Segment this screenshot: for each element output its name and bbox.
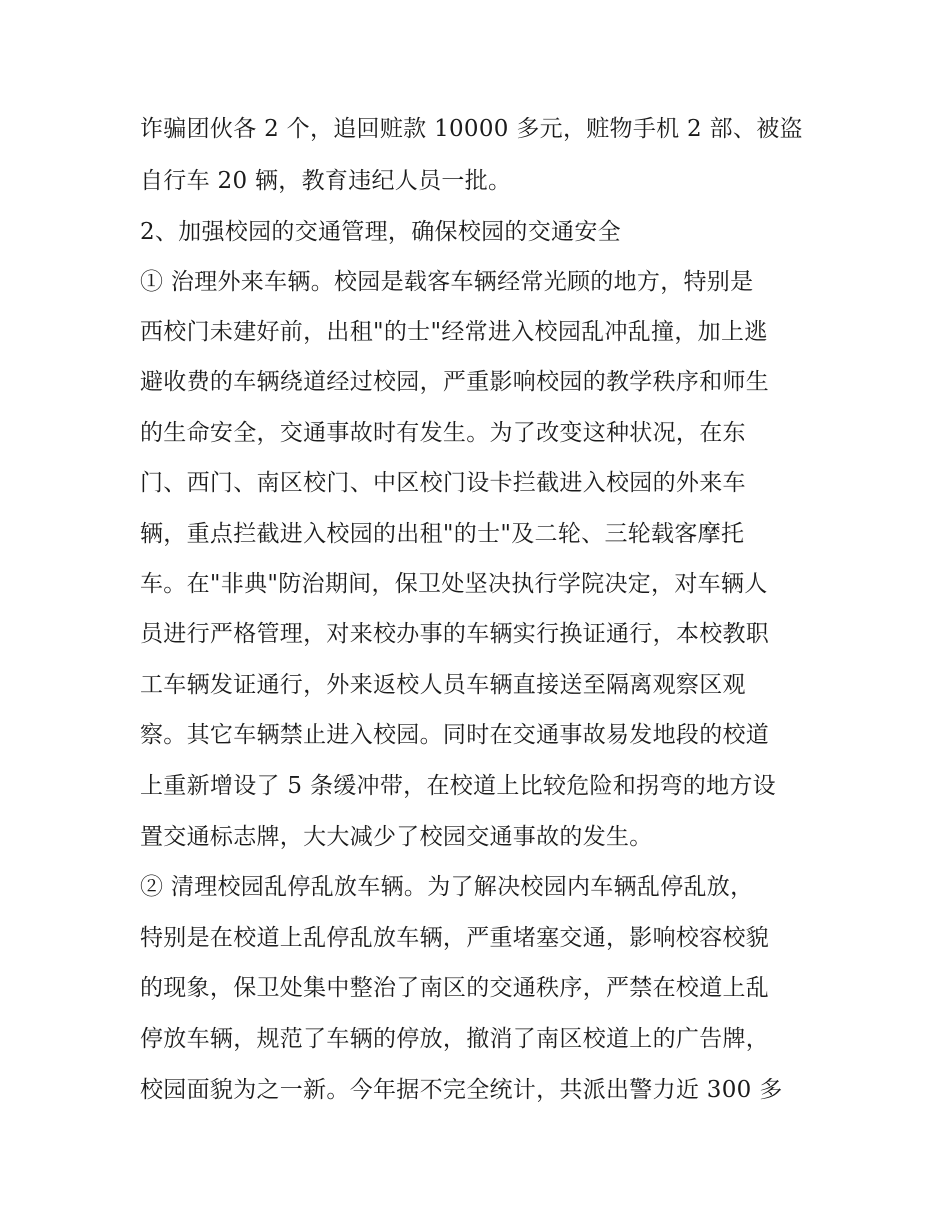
text-line: 特别是在校道上乱停乱放车辆，严重堵塞交通，影响校容校貌 [140, 925, 770, 951]
text-line: 辆，重点拦截进入校园的出租"的士"及二轮、三轮载客摩托 [140, 521, 745, 547]
text-line: 诈骗团伙各 2 个，追回赃款 10000 多元，赃物手机 2 部、被盗 [140, 116, 803, 142]
text-line: 察。其它车辆禁止进入校园。同时在交通事故易发地段的校道 [140, 722, 770, 748]
text-line: 西校门未建好前，出租"的士"经常进入校园乱冲乱撞，加上逃 [140, 319, 768, 345]
text-line: 停放车辆，规范了车辆的停放，撤消了南区校道上的广告牌， [140, 1026, 770, 1052]
text-line: 自行车 20 辆，教育违纪人员一批。 [140, 168, 512, 194]
text-line: 门、西门、南区校门、中区校门设卡拦截进入校园的外来车 [140, 470, 746, 496]
text-line: 的现象，保卫处集中整治了南区的交通秩序，严禁在校道上乱 [140, 975, 770, 1001]
text-line: 员进行严格管理，对来校办事的车辆实行换证通行，本校教职 [140, 621, 770, 647]
text-line: ② 清理校园乱停乱放车辆。为了解决校园内车辆乱停乱放， [140, 874, 754, 900]
text-line: 工车辆发证通行，外来返校人员车辆直接送至隔离观察区观 [140, 672, 746, 698]
section-heading: 2、加强校园的交通管理，确保校园的交通安全 [140, 219, 621, 245]
text-line: ① 治理外来车辆。校园是载客车辆经常光顾的地方，特别是 [140, 269, 754, 295]
text-line: 上重新增设了 5 条缓冲带，在校道上比较危险和拐弯的地方设 [140, 773, 776, 799]
text-line: 置交通标志牌，大大减少了校园交通事故的发生。 [140, 824, 653, 850]
text-line: 避收费的车辆绕道经过校园，严重影响校园的教学秩序和师生 [140, 369, 770, 395]
text-line: 车。在"非典"防治期间，保卫处坚决执行学院决定，对车辆人 [140, 571, 768, 597]
text-line: 校园面貌为之一新。今年据不完全统计，共派出警力近 300 多 [140, 1077, 783, 1103]
text-line: 的生命安全，交通事故时有发生。为了改变这种状况，在东 [140, 420, 746, 446]
